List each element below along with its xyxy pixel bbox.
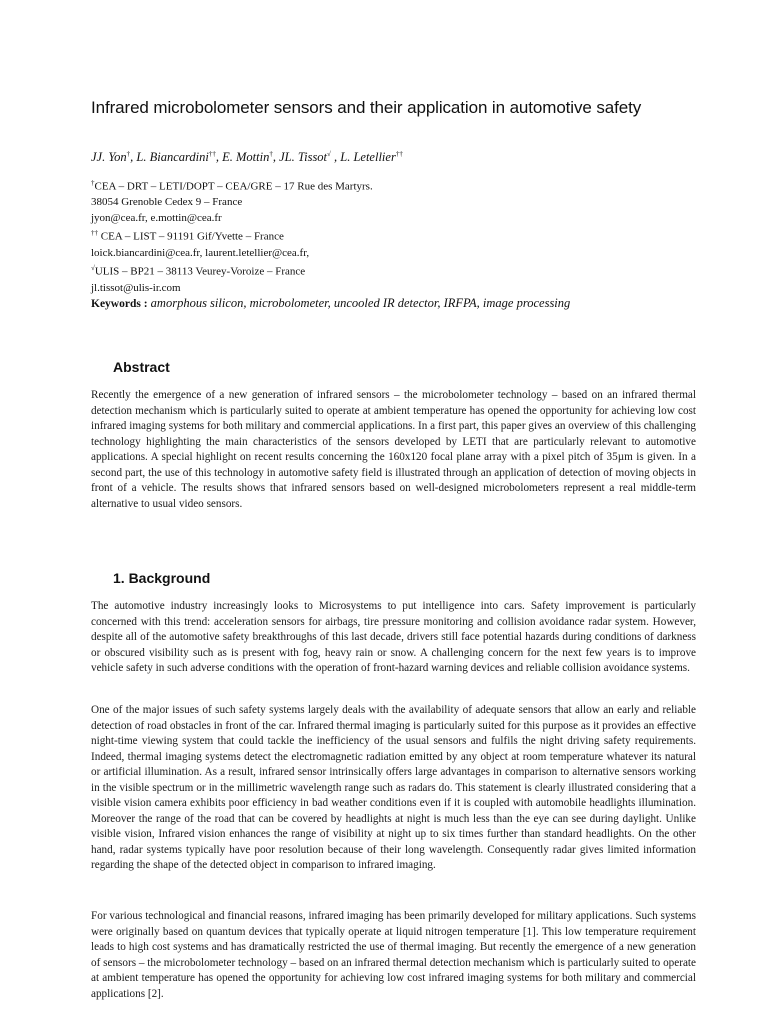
- author-mark: †: [126, 150, 131, 158]
- keywords-list: amorphous silicon, microbolometer, uncooled IR detector, IRFPA, image processing: [150, 296, 571, 310]
- background-paragraph: The automotive industry increasingly looks to Microsystems to put intelligence into cars. Safety improvement is particularly concerned with this trend: acceleration sensors for airbags, tire pressure monitoring and collision avoidance radar system. However, despite all of the automotive safety breakthroughs of this last decade, drivers still face potential hazards during conditions of darkness or obscured visibility such as is present with fog, heavy rain or snow. A challenging concern for the next few years is to improve vehicle safety in such adverse conditions with the operation of front-hazard warning devices and reliable collision avoidance systems.: [91, 600, 696, 675]
- affiliation-text: CEA – DRT – LETI/DOPT – CEA/GRE – 17 Rue des Martyrs.: [94, 180, 373, 193]
- keywords: [91, 296, 711, 311]
- affiliation-line: [91, 195, 651, 211]
- background-paragraph: One of the major issues of such safety systems largely deals with the availability of adequate sensors that allow an early and reliable detection of road obstacles in front of the car. Infrared thermal imaging is particularly suited for this purpose as it provides an effective night-time viewing system that could tackle the inefficiency of the usual sensors and fulfils the night driving safety requirements. Indeed, thermal imaging systems detect the electromagnetic radiation emitted by any object at room temperature whatever its natural or artificial illumination. As a result, infrared sensor intrinsically offers large advantages in comparison to alternative sensors working in the visible spectrum or in the millimetric wavelength range such as radars do. This statement is clearly illustrated considering that a visible vision camera exhibits poor efficiency in bad weather conditions even if it is coupled with automobile headlights illumination. Moreover the range of the road that can be covered by headlights at night is much less than the eye can see during daylight. Unlike visible vision, Infrared vision enhances the range of visibility at night up to six times further than standard headlights. On the other hand, radar systems typically have poor resolution because of their long wavelength. Consequently radar gives limited information regarding the shape of the detected object in comparison to infrared imaging.: [91, 704, 696, 872]
- affiliation-text: 38054 Grenoble Cedex 9 – France: [91, 196, 243, 209]
- affiliation-mark: √: [91, 264, 95, 273]
- author-name: L. Letellier: [340, 150, 396, 165]
- affiliation-mark: ††: [91, 229, 98, 238]
- affiliation-text: ULIS – BP21 – 38113 Veurey-Voroize – France: [94, 265, 306, 278]
- keywords-label: Keywords :: [91, 298, 148, 310]
- author-name: L. Biancardini: [136, 150, 209, 165]
- abstract-heading: Abstract: [113, 359, 170, 375]
- author-name: JJ. Yon: [91, 150, 127, 165]
- affiliation-line: [91, 211, 651, 227]
- affiliation-mark: †: [91, 179, 95, 187]
- background-paragraph: For various technological and financial reasons, infrared imaging has been primarily developed for military applications. Such systems were originally based on quantum devices that typically operate at liquid nitrogen temperature [1]. This low temperature requirement leads to high cost systems and has dramatically restricted the use of thermal imaging. But recently the emergence of a new generation of sensors – the microbolometer technology – based on an infrared thermal detection mechanism which is particularly suited to operate at ambient temperature has opened the opportunity for achieving low cost infrared imaging systems for both military and commercial applications [2].: [91, 910, 696, 1000]
- affiliation-line: [91, 246, 651, 262]
- background-heading: 1. Background: [113, 570, 211, 586]
- email-text: jyon@cea.fr, e.mottin@cea.fr: [91, 211, 222, 224]
- affiliation-line: [91, 281, 651, 297]
- affiliation-line: [91, 261, 651, 280]
- email-text: loick.biancardini@cea.fr, laurent.letellier@cea.fr,: [91, 246, 310, 259]
- affiliation-text: CEA – LIST – 91191 Gif/Yvette – France: [98, 231, 284, 244]
- author-mark: †: [269, 150, 273, 158]
- abstract-paragraph: Recently the emergence of a new generation of infrared sensors – the microbolometer technology – based on an infrared thermal detection mechanism which is particularly suited to operate at ambient temperature has opened the opportunity for achieving low cost infrared imaging systems for both military and commercial applications. In a first part, this paper gives an overview of this challenging technology highlighting the main characteristics of the sensors developed by LETI that are particularly relevant to automotive applications. A special highlight on recent results concerning the 160x120 focal plane array with a pixel pitch of 35µm is given. In a second part, the use of this technology in automotive safety field is illustrated through an application of detection of moving objects in front of a vehicle. The results shows that infrared sensors based on well-designed microbolometers represent a real middle-term alternative to usual video sensors.: [91, 389, 696, 510]
- author-list: JJ. Yon†, L. Biancardini††, E. Mottin†, JL. Tissot√ , L. Letellier††: [91, 150, 403, 165]
- affiliation-line: [91, 226, 651, 245]
- affiliation-line: [91, 176, 651, 195]
- author-mark: ††: [208, 150, 216, 158]
- paper-title: Infrared microbolometer sensors and their application in automotive safety: [91, 98, 642, 117]
- author-name: JL. Tissot: [279, 150, 328, 165]
- affiliations: [91, 176, 651, 296]
- author-mark: √: [327, 150, 331, 158]
- email-text: jl.tissot@ulis-ir.com: [91, 281, 181, 294]
- author-mark: ††: [395, 150, 403, 158]
- author-name: E. Mottin: [222, 150, 270, 165]
